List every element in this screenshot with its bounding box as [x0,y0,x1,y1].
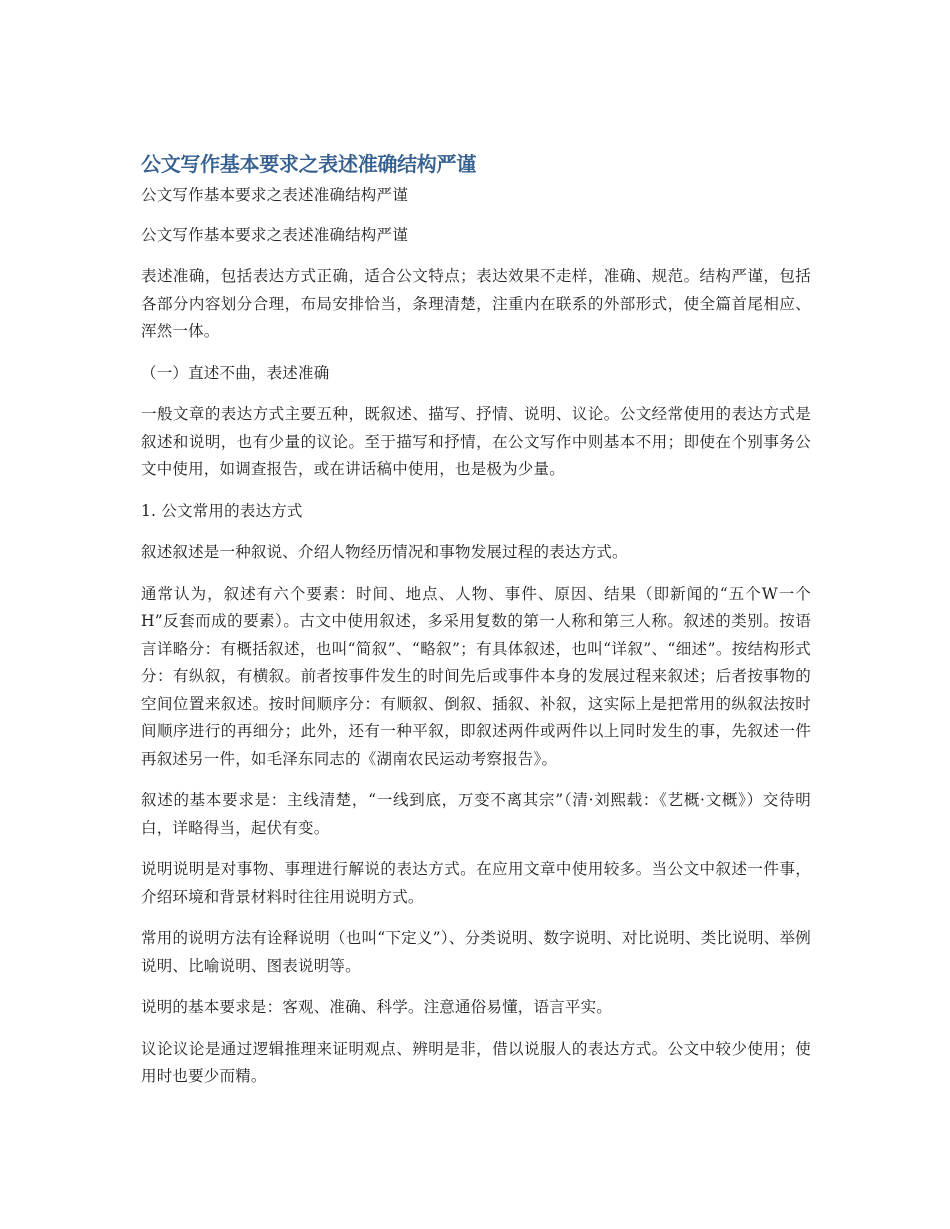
subsection-heading: 1. 公文常用的表达方式 [141,501,303,520]
argument-definition-paragraph: 议论议论是通过逻辑推理来证明观点、辨明是非，借以说服人的表达方式。公文中较少使用；使用时也要少而精。 [141,1039,811,1085]
explanation-definition-paragraph: 说明说明是对事物、事理进行解说的表达方式。在应用文章中使用较多。当公文中叙述一件事，介绍环境和背景材料时往往用说明方式。 [141,860,811,906]
subtitle-paragraph: 公文写作基本要求之表述准确结构严谨 [141,186,408,204]
explanation-requirements-paragraph: 说明的基本要求是：客观、准确、科学。注意通俗易懂，语言平实。 [141,998,613,1016]
repeat-title-paragraph: 公文写作基本要求之表述准确结构严谨 [141,225,408,244]
intro-paragraph: 表述准确，包括表达方式正确，适合公文特点；表达效果不走样，准确、规范。结构严谨，包括各部分内容划分合理，布局安排恰当，条理清楚，注重内在联系的外部形式，使全篇首尾相应、浑然一体。 [141,267,811,340]
document-title: 公文写作基本要求之表述准确结构严谨 [141,152,476,176]
narration-requirements-paragraph: 叙述的基本要求是：主线清楚，“一线到底，万变不离其宗”（清·刘熙载：《艺概·文概》）交待明白，详略得当，起伏有变。 [141,791,811,837]
narration-definition-paragraph: 叙述叙述是一种叙说、介绍人物经历情况和事物发展过程的表达方式。 [141,543,628,561]
section-heading: （一）直述不曲，表述准确 [141,363,330,382]
document-body [141,150,811,1105]
explanation-methods-paragraph: 常用的说明方法有诠释说明（也叫“下定义”）、分类说明、数字说明、对比说明、类比说明、举例说明、比喻说明、图表说明等。 [141,929,811,975]
narration-elements-paragraph: 通常认为，叙述有六个要素：时间、地点、人物、事件、原因、结果（即新闻的“五个W一个H”反套而成的要素）。古文中使用叙述，多采用复数的第一人称和第三人称。叙述的类别。按语言详略分：有概括叙述，也叫“简叙”、“略叙”；有具体叙述，也叫“详叙”、“细述”。按结构形式分：有纵叙，有横叙。前者按事件发生的时间先后或事件本身的发展过程来叙述；后者按事物的空间位置来叙述。按时间顺序分：有顺叙、倒叙、插叙、补叙，这实际上是把常用的纵叙法按时间顺序进行的再细分；此外，还有一种平叙，即叙述两件或两件以上同时发生的事，先叙述一件再叙述另一件，如毛泽东同志的《湖南农民运动考察报告》。 [141,584,811,768]
expression-methods-paragraph: 一般文章的表达方式主要五种，既叙述、描写、抒情、说明、议论。公文经常使用的表达方式是叙述和说明，也有少量的议论。至于描写和抒情，在公文写作中则基本不用；即使在个别事务公文中使用，如调查报告，或在讲话稿中使用，也是极为少量。 [141,405,811,478]
